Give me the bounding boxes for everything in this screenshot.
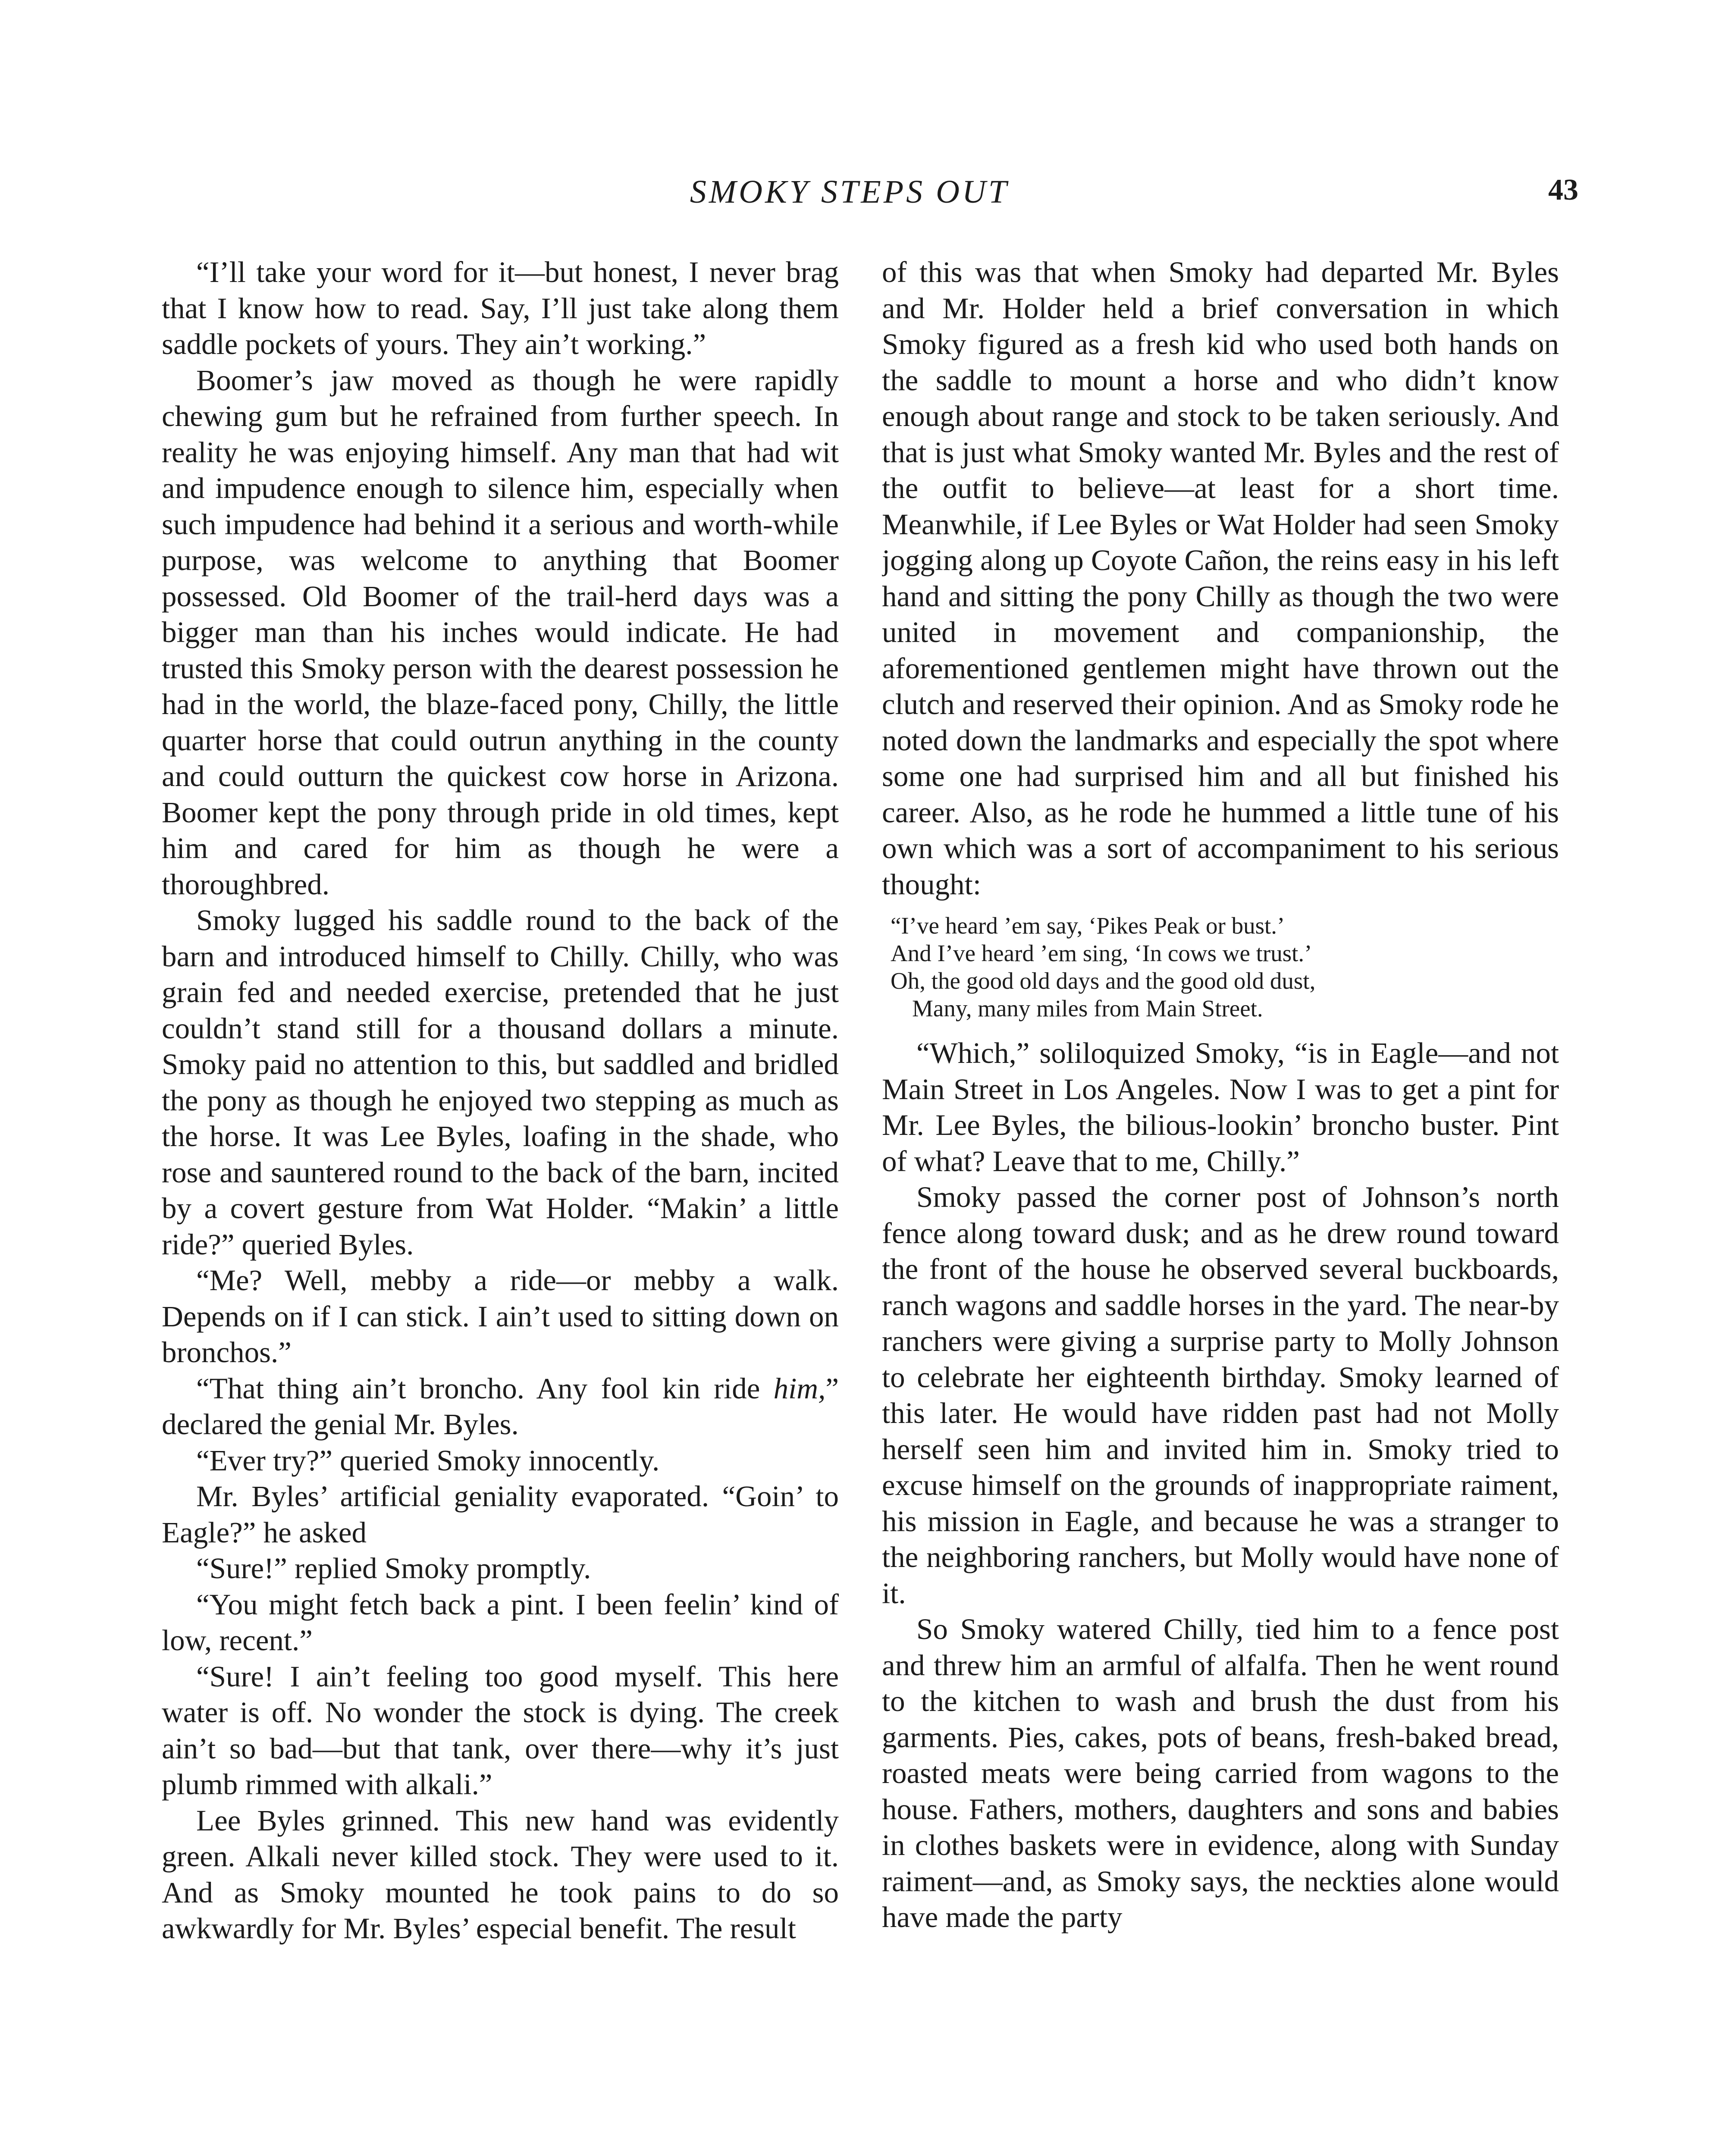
page-number: 43 (1548, 173, 1578, 207)
paragraph: “Me? Well, mebby a ride—or mebby a walk. Depends on if I can stick. I ain’t used to sitting down on bronchos.” (162, 1264, 839, 1369)
verse-line: And I’ve heard ’em sing, ‘In cows we trust.’ (891, 940, 1312, 966)
verse-line: Many, many miles from Main Street. (912, 995, 1263, 1022)
paragraph: Smoky lugged his saddle round to the back of the barn and introduced himself to Chilly. Chilly, who was grain fed and needed exercise, pretended that he just couldn’t stand still for a thousand dollars a minute. Smoky paid no attention to this, but saddled and bridled the pony as though he enjoyed two stepping as much as the horse. It was Lee Byles, loafing in the shade, who rose and sauntered round to the back of the barn, incited by a covert gesture from Wat Holder. “Makin’ a little ride?” queried Byles. (162, 904, 839, 1261)
paragraph: “Sure! I ain’t feeling too good myself. This here water is off. No wonder the stock is dying. The creek ain’t so bad—but that tank, over there—why it’s just plumb rimmed with alkali.” (162, 1660, 839, 1801)
paragraph (162, 1371, 839, 1443)
paragraph: “Which,” soliloquized Smoky, “is in Eagle—and not Main Street in Los Angeles. Now I was to get a pint for Mr. Lee Byles, the bilious-lookin’ broncho buster. Pint of what? Leave that to me, Chilly.” (882, 1037, 1559, 1178)
verse-line: Oh, the good old days and the good old dust, (891, 968, 1316, 994)
paragraph: Lee Byles grinned. This new hand was evidently green. Alkali never killed stock. They were used to it. And as Smoky mounted he took pains to do so awkwardly for Mr. Byles’ especial benefit. The result (162, 1804, 839, 1945)
paragraph: “Sure!” replied Smoky promptly. (196, 1552, 591, 1585)
paragraph: Mr. Byles’ artificial geniality evaporated. “Goin’ to Eagle?” he asked (162, 1480, 839, 1549)
right-column (882, 254, 1559, 2156)
paragraph: “You might fetch back a pint. I been feelin’ kind of low, recent.” (162, 1588, 839, 1657)
verse-block (891, 912, 1559, 1022)
paragraph: So Smoky watered Chilly, tied him to a fence post and threw him an armful of alfalfa. Then he went round to the kitchen to wash and brush the dust from his garments. Pies, cakes, pots of beans, fresh-baked bread, roasted meats were being carried from wagons to the house. Fathers, mothers, daughters and sons and babies in clothes baskets were in evidence, along with Sunday raiment—and, as Smoky says, the neckties alone would have made the party (882, 1613, 1559, 1934)
paragraph: “Ever try?” queried Smoky innocently. (196, 1444, 660, 1477)
paragraph: “I’ll take your word for it—but honest, I never brag that I know how to read. Say, I’ll just take along them saddle pockets of yours. They ain’t working.” (162, 256, 839, 360)
paragraph-continuation: of this was that when Smoky had departed Mr. Byles and Mr. Holder held a brief conversation in which Smoky figured as a fresh kid who used both hands on the saddle to mount a horse and who didn’t know enough about range and stock to be taken seriously. And that is just what Smoky wanted Mr. Byles and the rest of the outfit to believe—at least for a short time. Meanwhile, if Lee Byles or Wat Holder had seen Smoky jogging along up Coyote Cañon, the reins easy in his left hand and sitting the pony Chilly as though the two were united in movement and companionship, the aforementioned gentlemen might have thrown out the clutch and reserved their opinion. And as Smoky rode he noted down the landmarks and especially the spot where some one had surprised him and all but finished his career. Also, as he rode he hummed a little tune of his own which was a sort of accompaniment to his serious thought: (882, 256, 1559, 901)
paragraph: Boomer’s jaw moved as though he were rapidly chewing gum but he refrained from further speech. In reality he was enjoying himself. Any man that had wit and impudence enough to silence him, especially when such impudence had behind it a serious and worth-while purpose, was welcome to anything that Boomer possessed. Old Boomer of the trail-herd days was a bigger man than his inches would indicate. He had trusted this Smoky person with the dearest possession he had in the world, the blaze-faced pony, Chilly, the little quarter horse that could outrun anything in the county and could outturn the quickest cow horse in Arizona. Boomer kept the pony through pride in old times, kept him and cared for him as though he were a thoroughbred. (162, 364, 839, 901)
paragraph-text: ” declared the genial Mr. Byles. (162, 1372, 839, 1441)
verse-line: “I’ve heard ’em say, ‘Pikes Peak or bust.’ (891, 912, 1285, 939)
paragraph: Smoky passed the corner post of Johnson’s north fence along toward dusk; and as he drew round toward the front of the house he observed several buckboards, ranch wagons and saddle horses in the yard. The near-by ranchers were giving a surprise party to Molly Johnson to celebrate her eighteenth birthday. Smoky learned of this later. He would have ridden past had not Molly herself seen him and invited him in. Smoky tried to excuse himself on the grounds of inappropriate raiment, his mission in Eagle, and because he was a stranger to the neighboring ranchers, but Molly would have none of it. (882, 1181, 1559, 1610)
paragraph-text: “That thing ain’t broncho. Any fool kin ride (196, 1372, 774, 1405)
italic-word: him, (773, 1372, 826, 1405)
left-column (162, 254, 839, 2156)
running-title: SMOKY STEPS OUT (690, 174, 1010, 210)
